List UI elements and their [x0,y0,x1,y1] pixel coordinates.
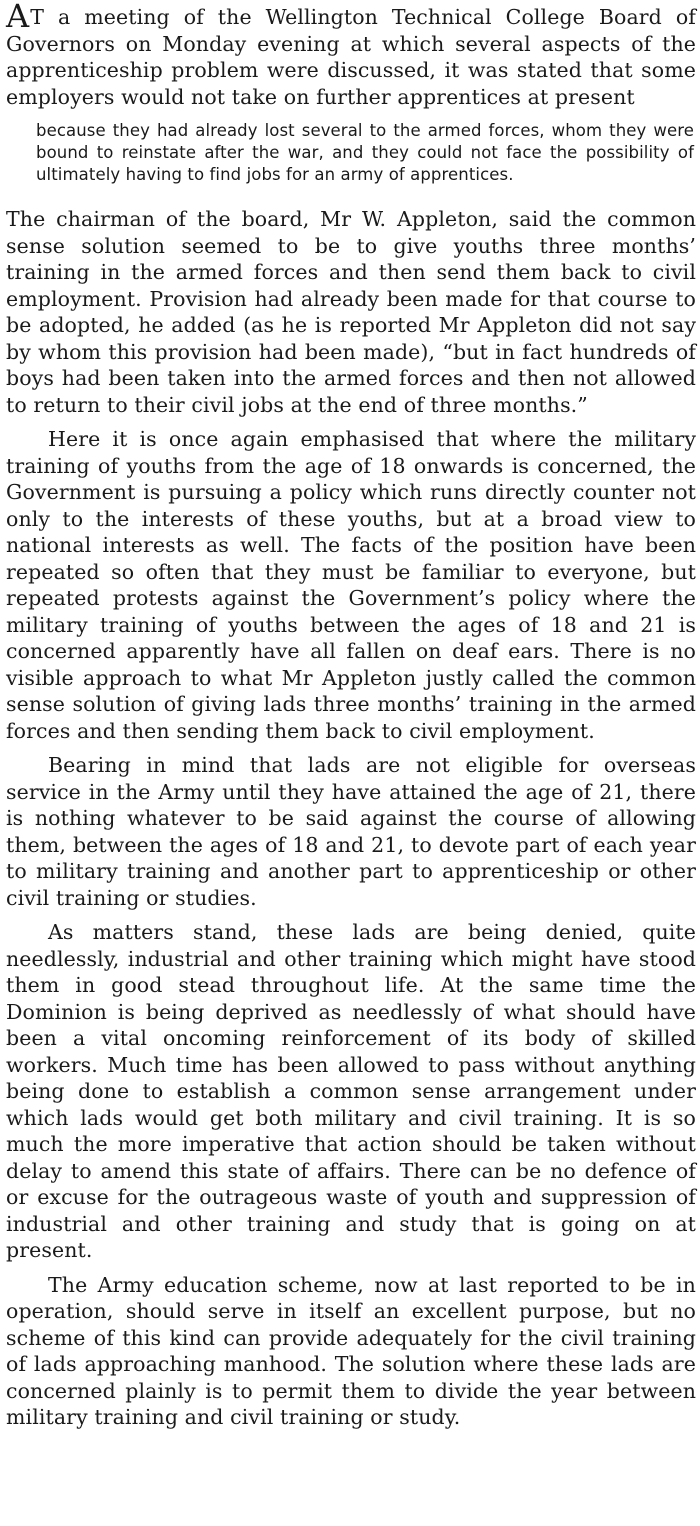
spacer [6,1264,696,1272]
spacer [6,186,696,206]
lead-paragraph [6,0,696,110]
drop-cap: A [6,0,30,35]
paragraph-matters-stand: As matters stand, these lads are being denied, quite needlessly, industrial and other training which might have stood them in good stead throughout life. At the same time the Dominion is being deprived as needlessly of what should have been a vital oncoming reinforcement of its body of skilled workers. Much time has been allowed to pass without anything being done to establish a common sense arrangement under which lads would get both military and civil training. It is so much the more imperative that action should be taken without delay to amend this state of affairs. There can be no defence of or excuse for the outrageous waste of youth and suppression of industrial and other training and study that is going on at present. [6,920,696,1262]
article [6,0,696,1431]
paragraph-chairman: The chairman of the board, Mr W. Appleton, said the common sense solution seemed to be to give youths three months’ training in the armed forces and then send them back to civil employment. Provision had already been made for that course to be adopted, he added (as he is reported Mr Appleton did not say by whom this provision had been made), “but in fact hundreds of boys had been taken into the armed forces and then not allowed to return to their civil jobs at the end of three months.” [6,207,696,417]
paragraph-government-policy: Here it is once again emphasised that where the military training of youths from the age of 18 onwards is concerned, the Government is pursuing a policy which runs directly counter not only to the interests of these youths, but at a broad view to national interests as well. The facts of the position have been repeated so often that they must be familiar to everyone, but repeated protests against the Government’s policy where the military training of youths between the ages of 18 and 21 is concerned apparently have all fallen on deaf ears. There is no visible approach to what Mr Appleton justly called the common sense solution of giving lads three months’ training in the armed forces and then sending them back to civil employment. [6,427,696,743]
paragraph-eligibility: Bearing in mind that lads are not eligible for overseas service in the Army until they have attained the age of 21, there is nothing whatever to be said against the course of allowing them, between the ages of 18 and 21, to devote part of each year to military training and another part to apprenticeship or other civil training or studies. [6,753,696,910]
spacer [6,418,696,426]
spacer [6,911,696,919]
spacer [6,744,696,752]
paragraph-army-education: The Army education scheme, now at last reported to be in operation, should serve in itself an excellent purpose, but no scheme of this kind can provide adequately for the civil training of lads approaching manhood. The solution where these lads are concerned plainly is to permit them to divide the year between military training and civil training or study. [6,1272,696,1429]
lead-paragraph-text: T a meeting of the Wellington Technical College Board of Governors on Monday evening at which several aspects of the apprenticeship problem were discussed, it was stated that some employers would not take on further apprentices at present [6,5,696,109]
quoted-statement: because they had already lost several to the armed forces, whom they were bound to reinstate after the war, and they could not face the possibility of ultimately having to find jobs for an army of apprentices. [36,121,694,184]
